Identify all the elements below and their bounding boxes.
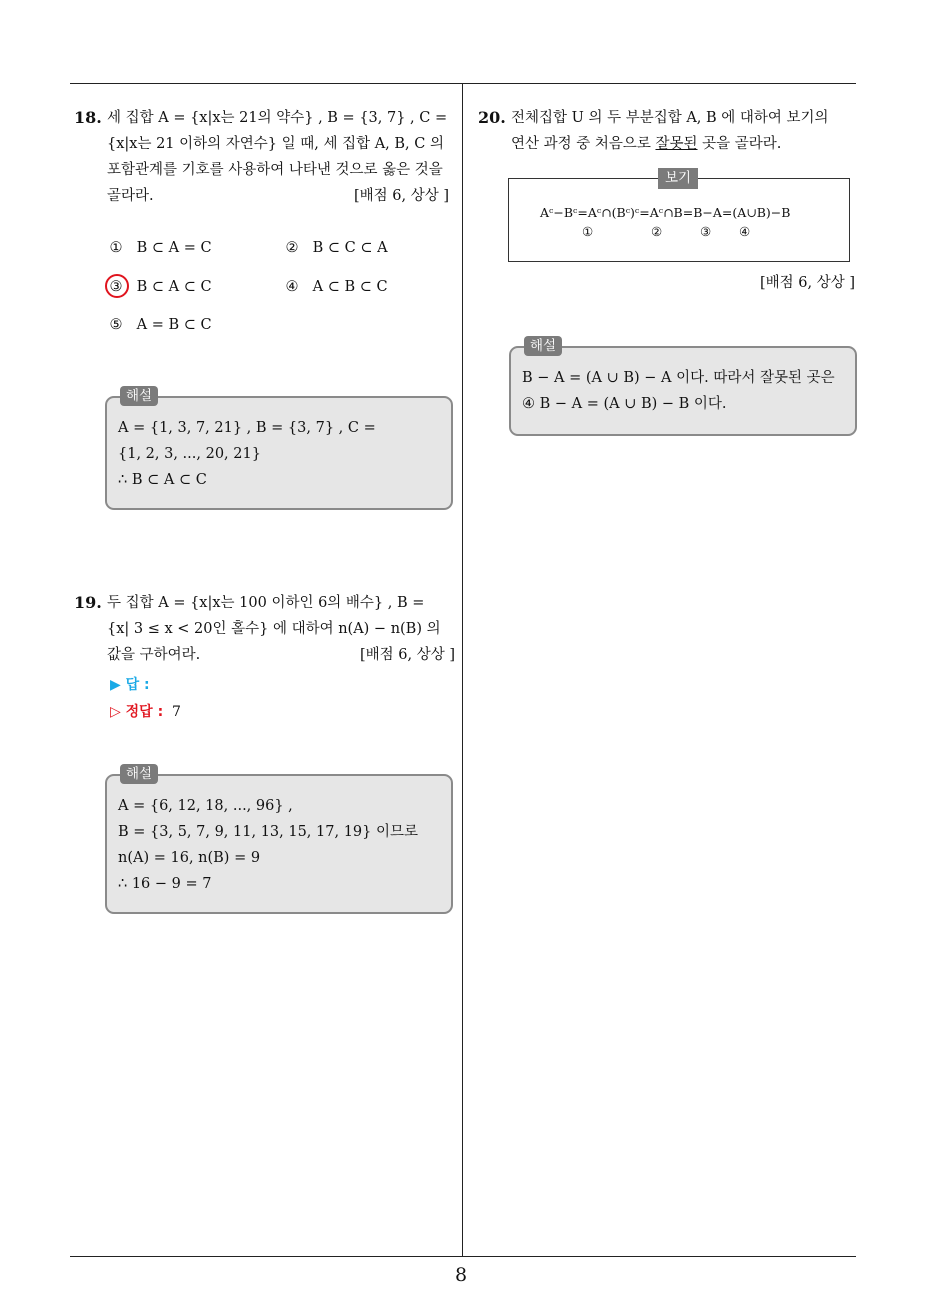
q18-explanation-line-3: ∴ B ⊂ A ⊂ C — [118, 472, 207, 488]
page-number: 8 — [455, 1264, 468, 1286]
q18-text-line-1: 세 집합 A = {x|x는 21의 약수} , B = {3, 7} , C = — [107, 110, 448, 126]
q18-explanation-tag: 해설 — [120, 386, 158, 406]
q20-number: 20. — [478, 108, 506, 127]
q18-explanation-line-2: {1, 2, 3, ..., 20, 21} — [118, 446, 261, 462]
q20-bogi-formula: Aᶜ−Bᶜ=Aᶜ∩(Bᶜ)ᶜ=Aᶜ∩B=B−A=(A∪B)−B — [540, 205, 791, 220]
choice-number: ② — [285, 240, 299, 256]
q20-bogi-mark-3: ③ — [700, 224, 712, 239]
q18-text-line-2: {x|x는 21 이하의 자연수} 일 때, 세 집합 A, B, C 의 — [107, 136, 444, 152]
q18-choice-3[interactable] — [108, 277, 212, 297]
q19-explanation-line-3: n(A) = 16, n(B) = 9 — [118, 850, 261, 866]
choice-text: B ⊂ C ⊂ A — [312, 240, 388, 256]
q18-text-line-3: 포함관계를 기호를 사용하여 나타낸 것으로 옳은 것을 — [107, 162, 443, 178]
q20-score: [배점 6, 상상 ] — [760, 275, 856, 291]
choice-number: ① — [109, 240, 123, 256]
q19-text-line-1: 두 집합 A = {x|x는 100 이하인 6의 배수} , B = — [107, 595, 425, 611]
choice-number: ④ — [285, 279, 299, 295]
q18-score: [배점 6, 상상 ] — [353, 188, 449, 204]
q20-text-line-2 — [511, 134, 781, 154]
q20-explanation-line-1: B − A = (A ∪ B) − A 이다. 따라서 잘못된 곳은 — [522, 370, 835, 386]
q19-text-tail: 값을 구하여라. — [107, 647, 201, 663]
choice-text: B ⊂ A = C — [136, 240, 212, 256]
q20-explanation-tag: 해설 — [524, 336, 562, 356]
q18-choice-5[interactable] — [108, 315, 212, 335]
correct-label: ▷ 정답 : — [110, 704, 164, 720]
q18-choice-2[interactable] — [284, 238, 388, 258]
q18-choice-1[interactable] — [108, 238, 212, 258]
q18-text-line-4 — [107, 186, 449, 206]
choice-text: A = B ⊂ C — [136, 317, 212, 333]
choice-number: ③ — [109, 279, 123, 295]
choice-text: B ⊂ A ⊂ C — [136, 279, 212, 295]
q19-explanation-line-1: A = {6, 12, 18, ..., 96} , — [118, 798, 293, 814]
q18-explanation-line-1: A = {1, 3, 7, 21} , B = {3, 7} , C = — [118, 420, 376, 436]
q19-correct-answer — [110, 701, 181, 721]
q20-bogi-mark-2: ② — [651, 224, 663, 239]
q20-text-pre: 연산 과정 중 처음으로 — [511, 136, 656, 152]
q19-number: 19. — [74, 593, 102, 612]
q18-text-tail: 골라라. — [107, 188, 154, 204]
q20-text-underlined: 잘못된 — [655, 136, 698, 152]
q19-score: [배점 6, 상상 ] — [359, 647, 455, 663]
correct-value: 7 — [172, 704, 181, 720]
q18-choice-4[interactable] — [284, 277, 388, 297]
q19-answer-label[interactable]: ▶ 답 : — [110, 677, 150, 693]
choice-text: A ⊂ B ⊂ C — [312, 279, 388, 295]
top-rule — [70, 83, 856, 84]
q20-text-line-1: 전체집합 U 의 두 부분집합 A, B 에 대하여 보기의 — [511, 110, 829, 126]
q19-explanation-line-4: ∴ 16 − 9 = 7 — [118, 876, 212, 892]
q18-number: 18. — [74, 108, 102, 127]
q19-text-line-2: {x| 3 ≤ x < 20인 홀수} 에 대하여 n(A) − n(B) 의 — [107, 621, 441, 637]
q19-explanation-line-2: B = {3, 5, 7, 9, 11, 13, 15, 17, 19} 이므로 — [118, 824, 419, 840]
q19-text-line-3 — [107, 645, 455, 665]
q20-bogi-tag: 보기 — [658, 168, 698, 189]
q20-bogi-mark-4: ④ — [739, 224, 751, 239]
column-divider — [462, 83, 463, 1257]
q20-bogi-mark-1: ① — [582, 224, 594, 239]
q20-explanation-line-2: ④ B − A = (A ∪ B) − B 이다. — [522, 396, 727, 412]
choice-number: ⑤ — [109, 317, 123, 333]
q20-text-post: 곳을 골라라. — [697, 136, 782, 152]
q20-explanation-box — [509, 346, 857, 436]
bottom-rule — [70, 1256, 856, 1257]
q19-explanation-tag: 해설 — [120, 764, 158, 784]
